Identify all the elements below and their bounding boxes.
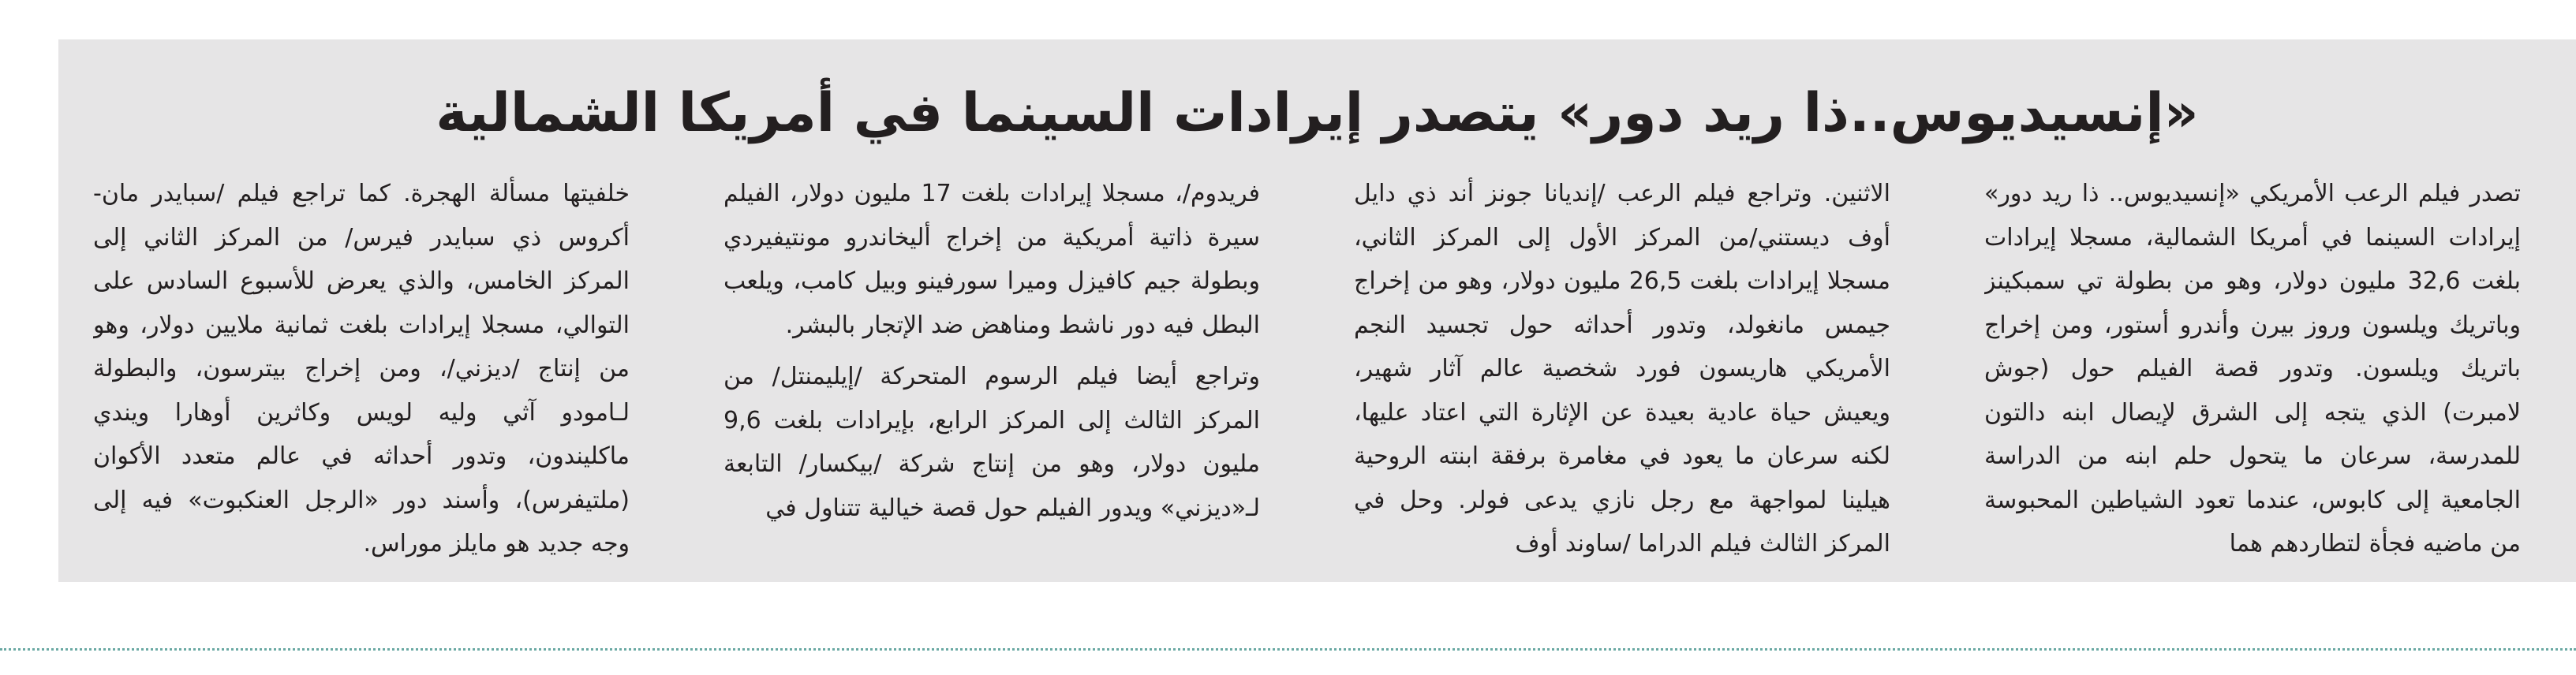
article-paragraph: الاثنين. وتراجع فيلم الرعب /إنديانا جونز أند ذي دايل أوف ديستني/من المركز الأول إلى المركز الثاني، مسجلا إيرادات بلغت 26,5 مليون دولار، وهو من إخراج جيمس مانغولد، وتدور أحداثه حول تجسيد النجم الأمريكي هاريسون فورد شخصية عالم آثار شهير، ويعيش حياة عادية بعيدة عن الإثارة التي اعتاد عليها، لكنه سرعان ما يعود في مغامرة برفقة ابنته الروحية هيلينا لمواجهة مع رجل نازي يدعى فولر. وحل في المركز الثالث فيلم الدراما /ساوند أوف [1354, 180, 1890, 558]
article-paragraph: فريدوم/، مسجلا إيرادات بلغت 17 مليون دولار، الفيلم سيرة ذاتية أمريكية من إخراج أليخاندرو مونتيفيردي وبطولة جيم كافيزل وميرا سورفينو وبيل كامب، ويلعب البطل فيه دور ناشط ومناهض ضد الإتجار بالبشر. [723, 180, 1260, 339]
article-paragraph: خلفيتها مسألة الهجرة. كما تراجع فيلم /سبايدر مان- أكروس ذي سبايدر فيرس/ من المركز الثاني إلى المركز الخامس، والذي يعرض للأسبوع السادس على التوالي، مسجلا إيرادات بلغت ثمانية ملايين دولار، وهو من إنتاج /ديزني/، ومن إخراج بيترسون، والبطولة لـامودو آثي وليه لويس وكاثرين أوهارا ويندي ماكليندون، وتدور أحداثه في عالم متعدد الأكوان (ملتيفرس)، وأسند دور «الرجل العنكبوت» فيه إلى وجه جديد هو مايلز موراس. [93, 180, 630, 558]
article-column-3 [723, 172, 1260, 566]
article-body [93, 172, 2521, 566]
article-paragraph: وتراجع أيضا فيلم الرسوم المتحركة /إيليمنتل/ من المركز الثالث إلى المركز الرابع، بإيرادات بلغت 9,6 مليون دولار، وهو من إنتاج شركة /بيكسار/ التابعة لـ«ديزني» ويدور الفيلم حول قصة خيالية تتناول في [723, 363, 1260, 522]
article-column-1 [1984, 172, 2521, 566]
article-headline: «إنسيديوس..ذا ريد دور» يتصدر إيرادات السينما في أمريكا الشمالية [436, 82, 2199, 144]
article-box [58, 39, 2576, 582]
section-divider [0, 648, 2576, 651]
article-paragraph: تصدر فيلم الرعب الأمريكي «إنسيديوس.. ذا ريد دور» إيرادات السينما في أمريكا الشمالية، مسجلا إيرادات بلغت 32,6 مليون دولار، وهو من بطولة تي سمبكينز وباتريك ويلسون وروز بيرن وأندرو أستور، ومن إخراج باتريك ويلسون. وتدور قصة الفيلم حول (جوش لامبرت) الذي يتجه إلى الشرق لإيصال ابنه دالتون للمدرسة، سرعان ما يتحول حلم ابنه من الدراسة الجامعية إلى كابوس، عندما تعود الشياطين المحبوسة من ماضيه فجأة لتطاردهم هما [1984, 180, 2521, 558]
article-column-4 [93, 172, 630, 566]
article-column-2 [1354, 172, 1890, 566]
